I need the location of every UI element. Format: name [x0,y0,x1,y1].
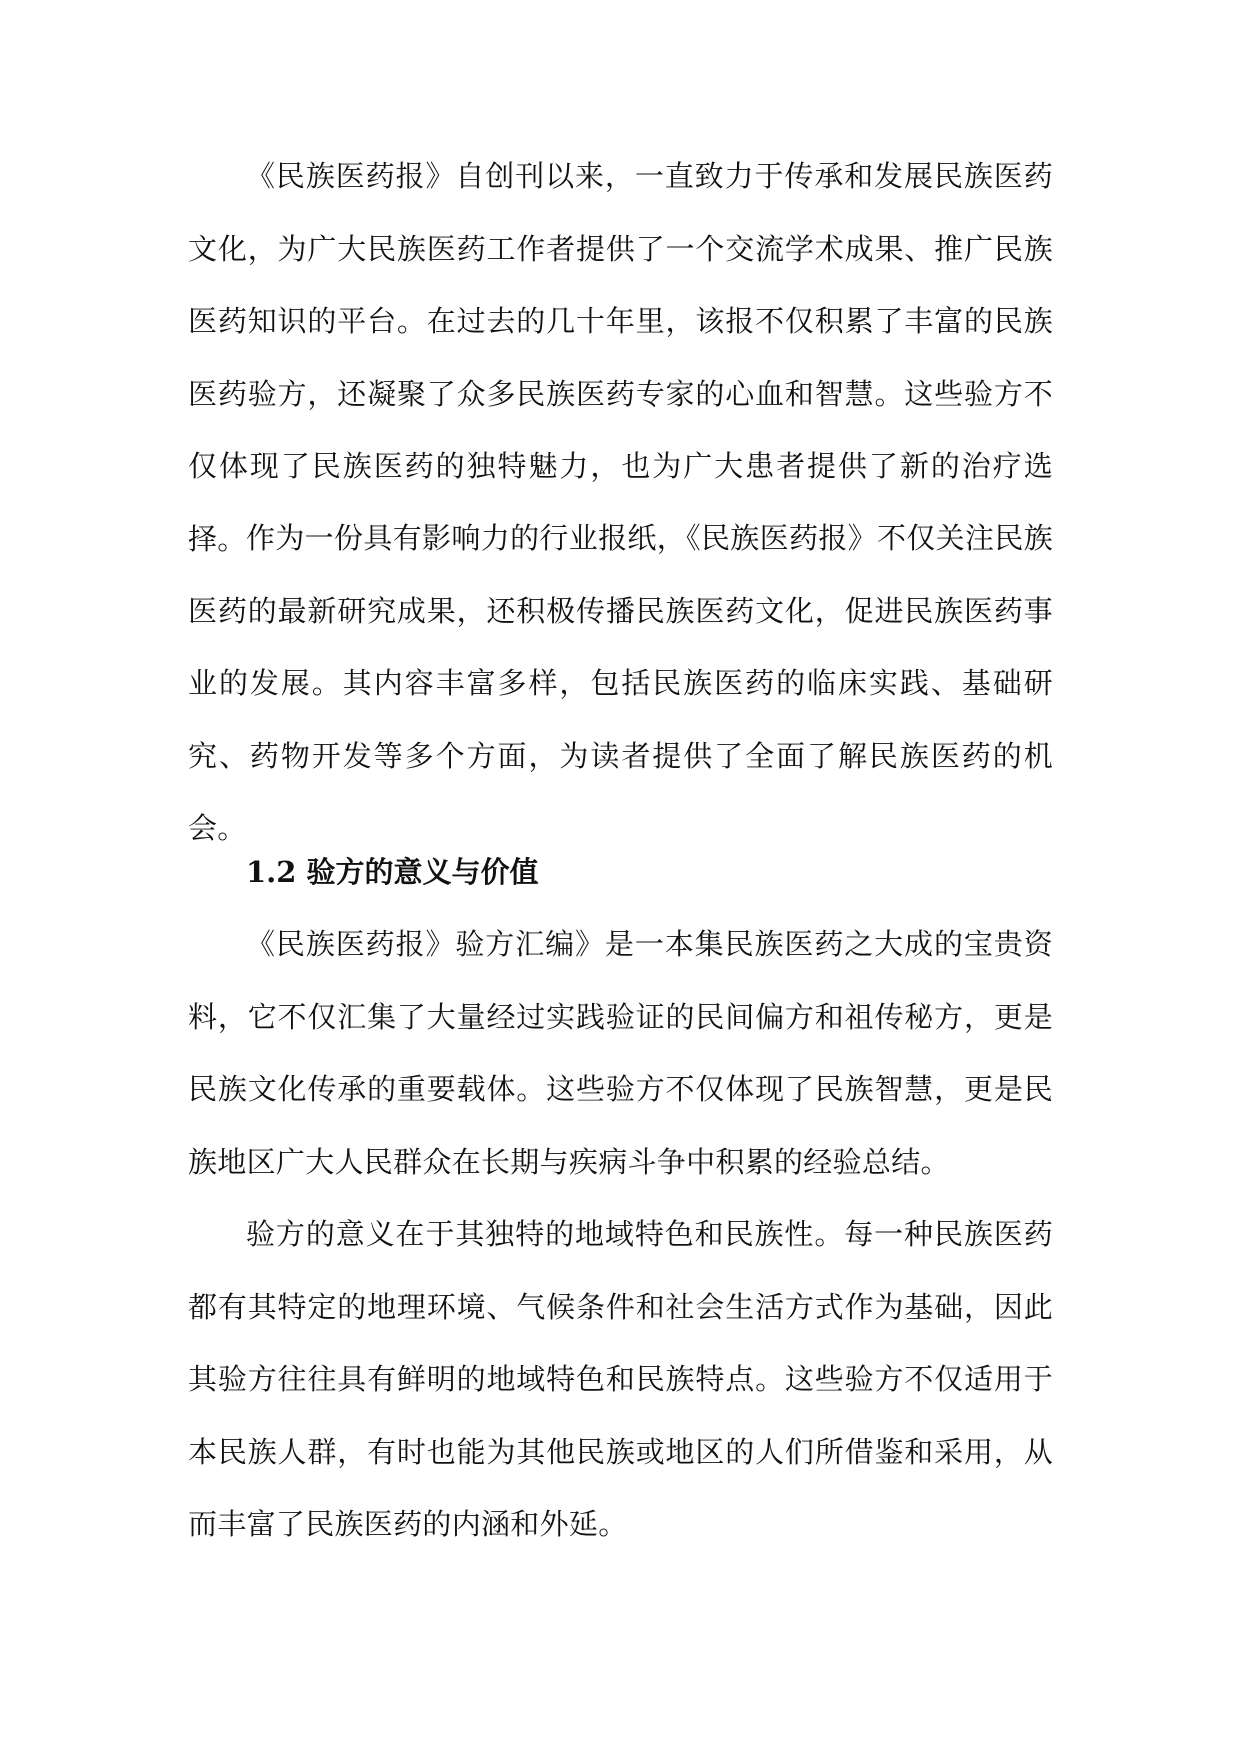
body-paragraph: 作为一份具有影响力的行业报纸，《民族医药报》不仅关注民族医药的最新研究成果，还积极传播民族医药文化，促进民族医药事业的发展。其内容丰富多样，包括民族医药的临床实践、基础研究、药物开发等多个方面，为读者提供了全面了解民族医药的机会。 [188,521,1053,845]
section-heading: 1.2 验方的意义与价值 [246,855,539,889]
body-paragraph: 验方的意义在于其独特的地域特色和民族性。每一种民族医药都有其特定的地理环境、气候条件和社会生活方式作为基础，因此其验方往往具有鲜明的地域特色和民族特点。这些验方不仅适用于本民族人群，有时也能为其他民族或地区的人们所借鉴和采用，从而丰富了民族医药的内涵和外延。 [188,1217,1053,1541]
body-paragraph: 《民族医药报》验方汇编》是一本集民族医药之大成的宝贵资料，它不仅汇集了大量经过实践验证的民间偏方和祖传秘方，更是民族文化传承的重要载体。这些验方不仅体现了民族智慧，更是民族地区广大人民群众在长期与疾病斗争中积累的经验总结。 [188,927,1053,1179]
body-paragraph: 《民族医药报》自创刊以来，一直致力于传承和发展民族医药文化，为广大民族医药工作者提供了一个交流学术成果、推广民族医药知识的平台。在过去的几十年里，该报不仅积累了丰富的民族医药验方，还凝聚了众多民族医药专家的心血和智慧。这些验方不仅体现了民族医药的独特魅力，也为广大患者提供了新的治疗选择。 [188,159,1053,556]
